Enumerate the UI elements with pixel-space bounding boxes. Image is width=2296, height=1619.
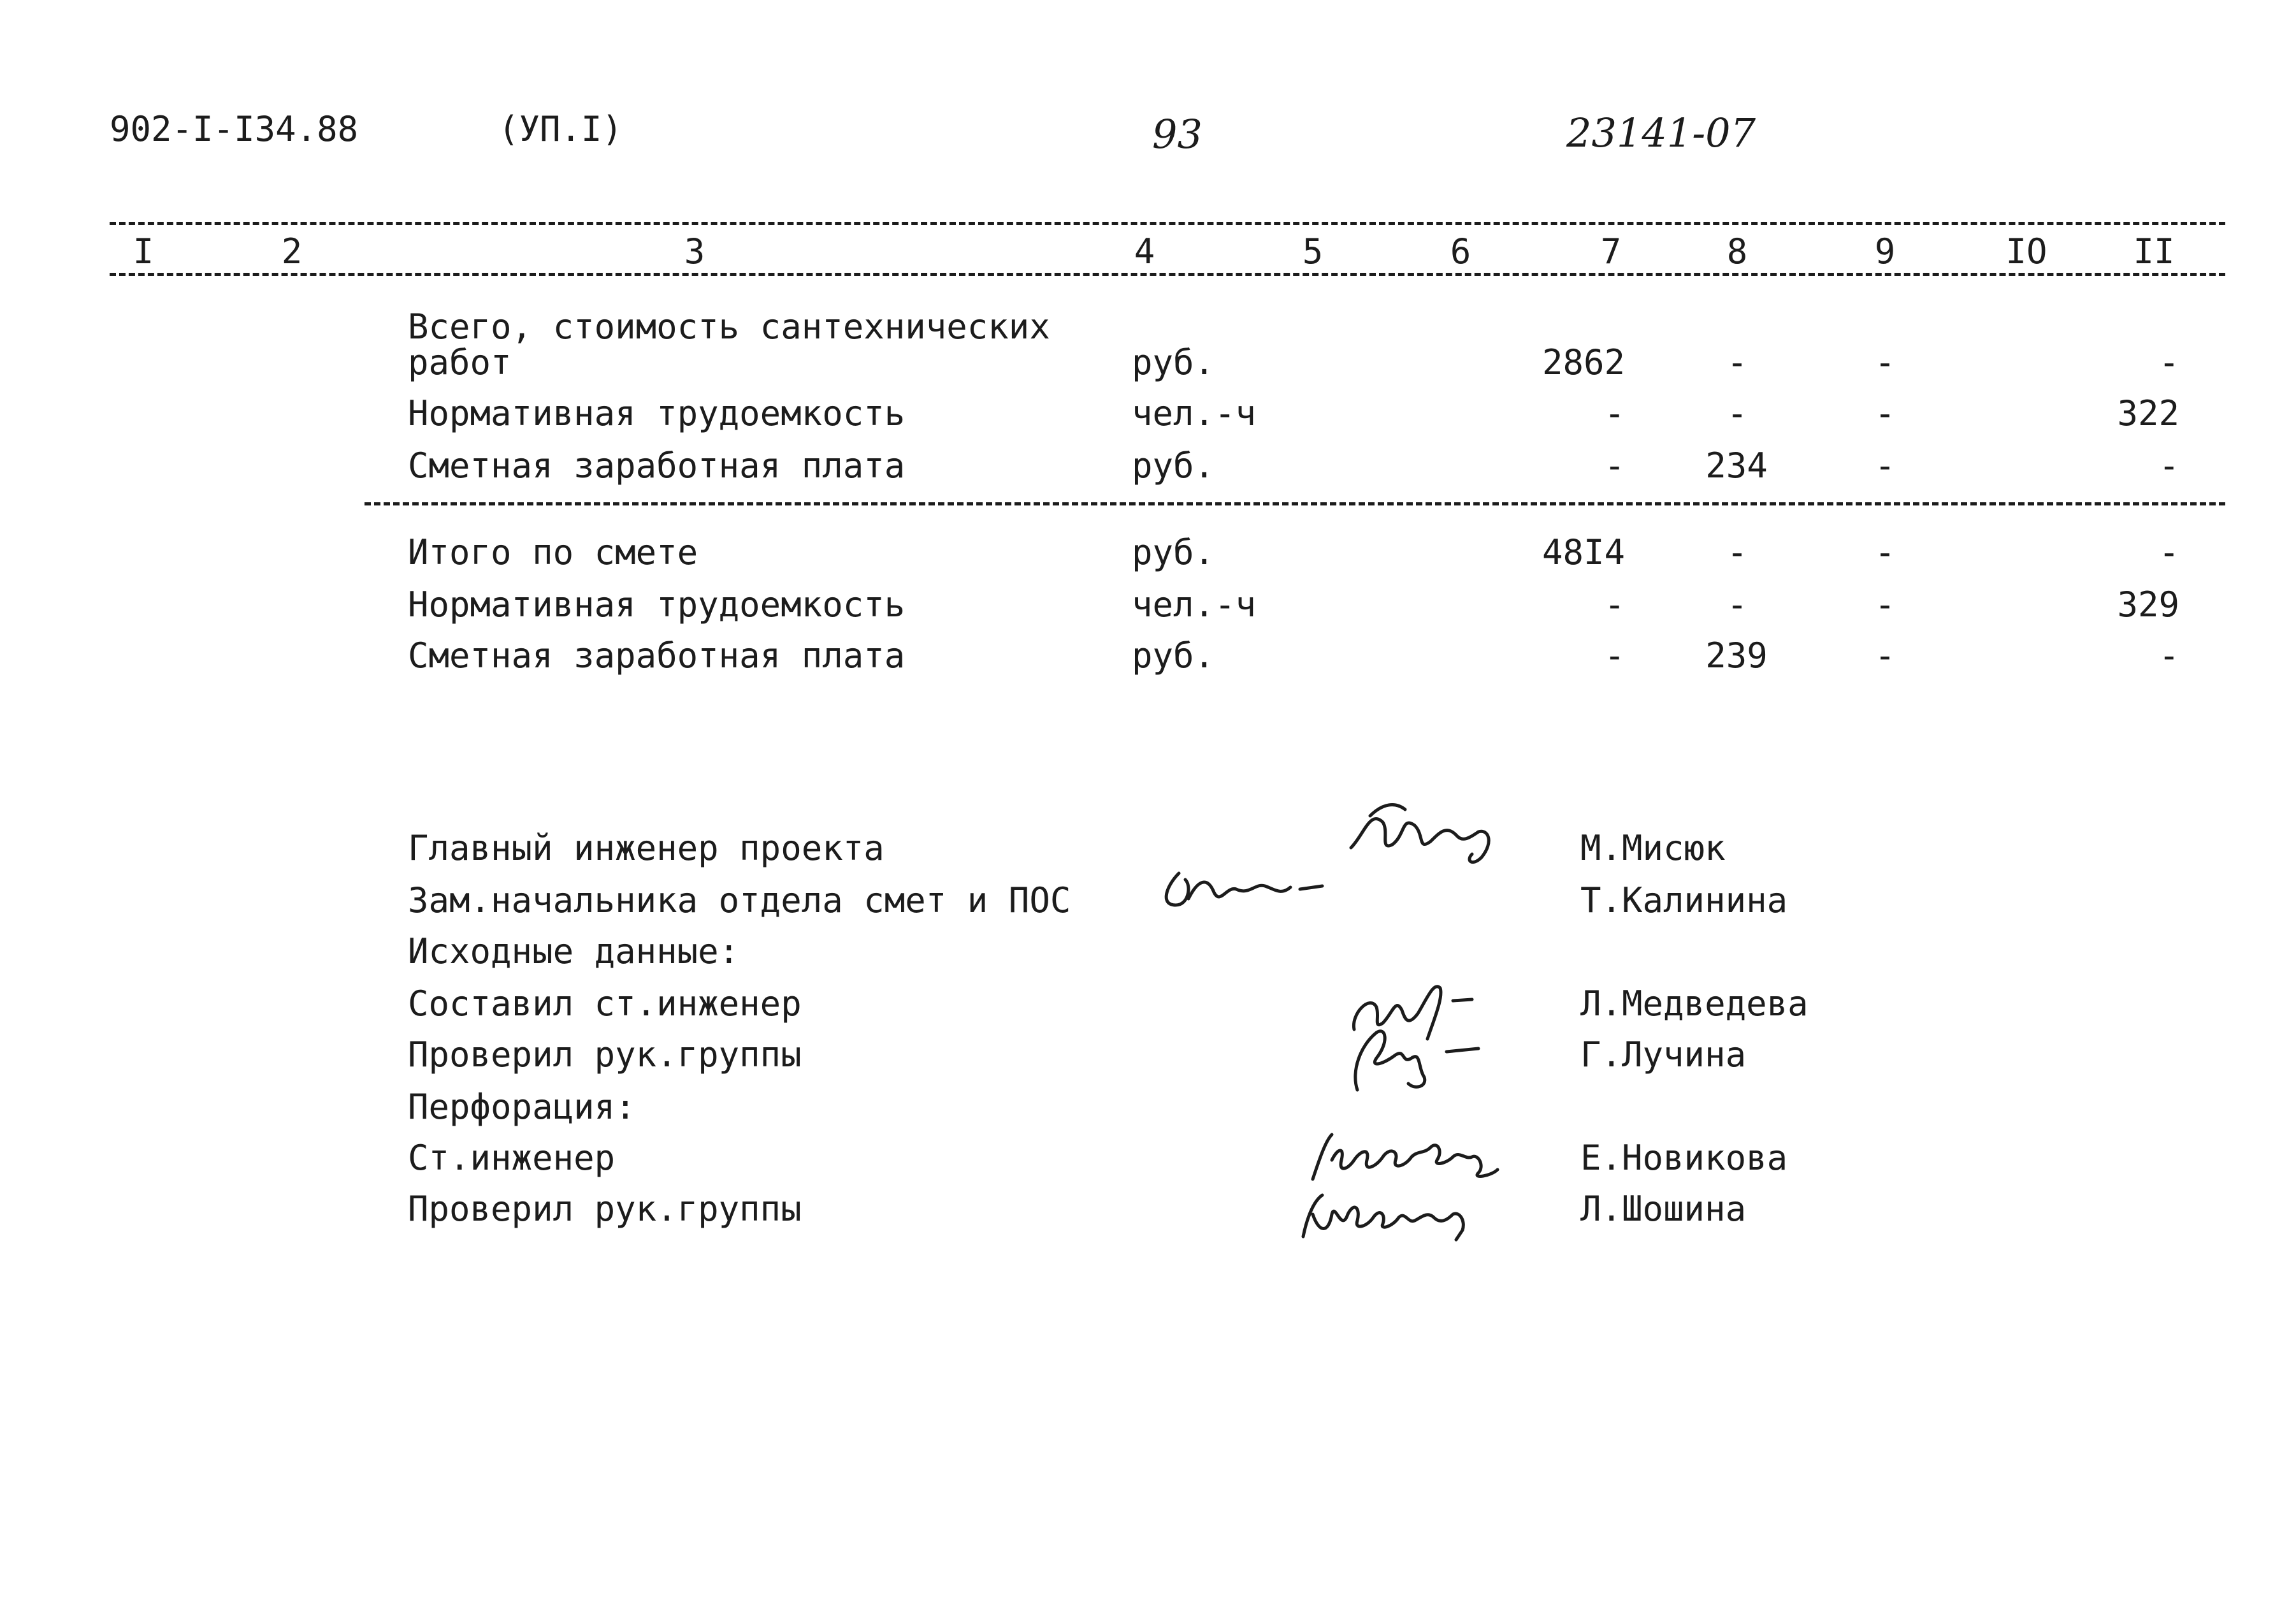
cell-col8: 234 [1705,446,1768,486]
signatory-name: Т.Калинина [1580,880,1788,920]
cell-col9: - [1874,342,1896,382]
row-unit: чел.-ч [1132,584,1257,625]
cell-col8: - [1726,342,1748,382]
signatory-name: М.Мисюк [1580,828,1726,868]
cell-col11: - [2158,532,2179,572]
row-unit: руб. [1132,635,1215,676]
row-label: Всего, стоимость сантехнических [408,307,1050,347]
row-label: Итого по смете [408,532,698,572]
cell-col9: - [1874,532,1896,572]
section-divider [365,502,2225,505]
signatory-role: Проверил рук.группы [408,1189,802,1229]
column-number: 3 [684,231,705,272]
column-number: I [133,231,154,272]
row-label: Сметная заработная плата [408,446,906,486]
column-number: 4 [1134,231,1155,272]
signatory-name: Г.Лучина [1580,1035,1747,1075]
row-label: Сметная заработная плата [408,635,906,676]
cell-col11: - [2158,342,2179,382]
column-number: 7 [1600,231,1622,272]
signatory-role: Главный инженер проекта [408,828,884,868]
cell-col7: - [1604,584,1625,625]
row-unit: руб. [1132,532,1215,572]
header-bottom-rule [110,273,2225,276]
cell-col9: - [1874,446,1896,486]
section-heading: Исходные данные: [408,931,740,971]
column-number: II [2133,231,2175,272]
cell-col11: 329 [2117,584,2179,625]
row-label: Нормативная трудоемкость [408,393,906,433]
signatory-role: Составил ст.инженер [408,984,802,1024]
cell-col7: 48I4 [1541,532,1625,572]
cell-col11: - [2158,635,2179,676]
cell-col8: - [1726,584,1748,625]
cell-col7: - [1604,635,1625,676]
cell-col9: - [1874,393,1896,433]
column-number: 5 [1302,231,1324,272]
cell-col7: - [1604,393,1625,433]
document-number: 23141-07 [1566,110,1756,156]
cell-col11: 322 [2117,393,2179,433]
row-label: Нормативная трудоемкость [408,584,906,625]
section-heading: Перфорация: [408,1087,636,1127]
signatory-role: Проверил рук.группы [408,1035,802,1075]
signatory-role: Зам.начальника отдела смет и ПОС [408,880,1071,920]
signature-shoshina [1287,1176,1517,1246]
cell-col7: 2862 [1541,342,1625,382]
document-code: 902-I-I34.88 [110,109,359,149]
signature-luchina [1332,1020,1510,1103]
page-number: 93 [1152,111,1202,157]
row-label: работ [408,342,512,382]
row-unit: чел.-ч [1132,393,1257,433]
signature-misyuk [1345,797,1504,880]
signature-kalinina [1153,860,1332,918]
cell-col9: - [1874,635,1896,676]
column-number: 6 [1450,231,1471,272]
signatory-name: Л.Медведева [1580,984,1809,1024]
row-unit: руб. [1132,446,1215,486]
signatory-role: Ст.инженер [408,1138,616,1178]
cell-col8: 239 [1705,635,1768,676]
column-number: IO [2005,231,2047,272]
column-number: 8 [1726,231,1748,272]
cell-col11: - [2158,446,2179,486]
cell-col7: - [1604,446,1625,486]
column-number: 9 [1874,231,1896,272]
volume-label: (УП.I) [498,109,623,149]
column-number: 2 [281,231,303,272]
signatory-name: Л.Шошина [1580,1189,1747,1229]
row-unit: руб. [1132,342,1215,382]
cell-col9: - [1874,584,1896,625]
signatory-name: Е.Новикова [1580,1138,1788,1178]
cell-col8: - [1726,532,1748,572]
cell-col8: - [1726,393,1748,433]
header-top-rule [110,222,2225,225]
